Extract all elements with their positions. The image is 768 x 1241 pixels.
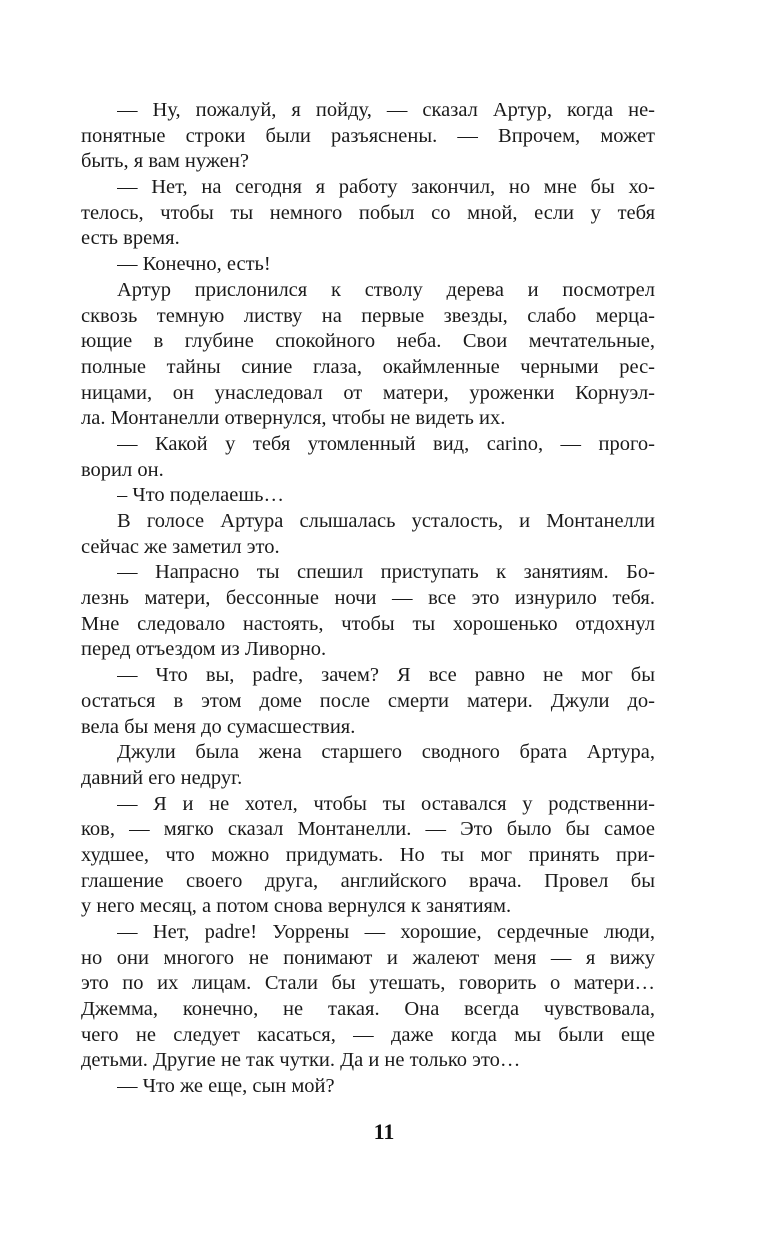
text-line: быть, я вам нужен? [81, 150, 249, 173]
text-line: сквозь темную листву на первые звезды, слабо мерца- [81, 304, 655, 327]
text-line: сейчас же заметил это. [81, 535, 280, 558]
text-line: ков, — мягко сказал Монтанелли. — Это было бы самое [81, 818, 655, 841]
text-line: — Нет, padre! Уоррены — хорошие, сердечные люди, [117, 921, 655, 943]
text-line: — Ну, пожалуй, я пойду, — сказал Артур, когда не- [117, 99, 655, 121]
text-line: ла. Монтанелли отвернулся, чтобы не видеть их. [81, 407, 506, 430]
text-line: Джемма, конечно, не такая. Она всегда чувствовала, [81, 998, 655, 1021]
text-line: Артур прислонился к стволу дерева и посмотрел [117, 278, 655, 301]
text-line: есть время. [81, 227, 180, 250]
text-line: вела бы меня до сумасшествия. [81, 715, 356, 738]
text-line: перед отъездом из Ливорно. [81, 638, 327, 661]
text-line: у него месяц, а потом снова вернулся к занятиям. [81, 895, 512, 918]
text-line: детьми. Другие не так чутки. Да и не только это… [81, 1049, 521, 1072]
text-line: телось, чтобы ты немного побыл со мной, если у тебя [81, 201, 655, 224]
text-line: В голосе Артура слышалась усталость, и Монтанелли [117, 510, 655, 532]
text-line: но они многого не понимают и жалеют меня — я вижу [81, 946, 655, 969]
text-line: лезнь матери, бессонные ночи — все это изнурило тебя. [81, 587, 655, 610]
text-line: худшее, что можно придумать. Но ты мог принять при- [81, 843, 655, 866]
text-line: — Какой у тебя утомленный вид, carino, — прого- [117, 432, 655, 455]
text-line: — Конечно, есть! [117, 253, 271, 276]
text-line: ницами, он унаследовал от матери, уроженки Корнуэл- [81, 381, 655, 404]
text-line: остаться в этом доме после смерти матери. Джули до- [81, 689, 655, 712]
page-number: 11 [373, 1119, 395, 1144]
text-line: это по их лицам. Стали бы утешать, говорить о матери… [81, 972, 655, 995]
text-line: — Нет, на сегодня я работу закончил, но мне бы хо- [117, 176, 655, 199]
text-line: – Что поделаешь… [117, 484, 284, 507]
text-line: чего не следует касаться, — даже когда мы были еще [81, 1023, 655, 1046]
text-line: Мне следовало настоять, чтобы ты хорошенько отдохнул [81, 612, 655, 635]
text-line: полные тайны синие глаза, окаймленные черными рес- [81, 355, 655, 378]
text-line: глашение своего друга, английского врача. Провел бы [81, 869, 655, 892]
text-line: Джули была жена старшего сводного брата Артура, [117, 741, 655, 764]
text-line: — Что вы, padre, зачем? Я все равно не мог бы [117, 664, 655, 687]
text-line: — Напрасно ты спешил приступать к занятиям. Бо- [117, 561, 655, 584]
text-line: ворил он. [81, 458, 164, 481]
page-text [81, 98, 655, 1100]
text-line: давний его недруг. [81, 766, 243, 789]
text-line: — Что же еще, сын мой? [117, 1075, 335, 1098]
text-line: ющие в глубине спокойного неба. Свои мечтательные, [81, 330, 655, 353]
text-line: понятные строки были разъяснены. — Впрочем, может [81, 124, 655, 147]
text-line: — Я и не хотел, чтобы ты оставался у родственни- [117, 792, 655, 815]
